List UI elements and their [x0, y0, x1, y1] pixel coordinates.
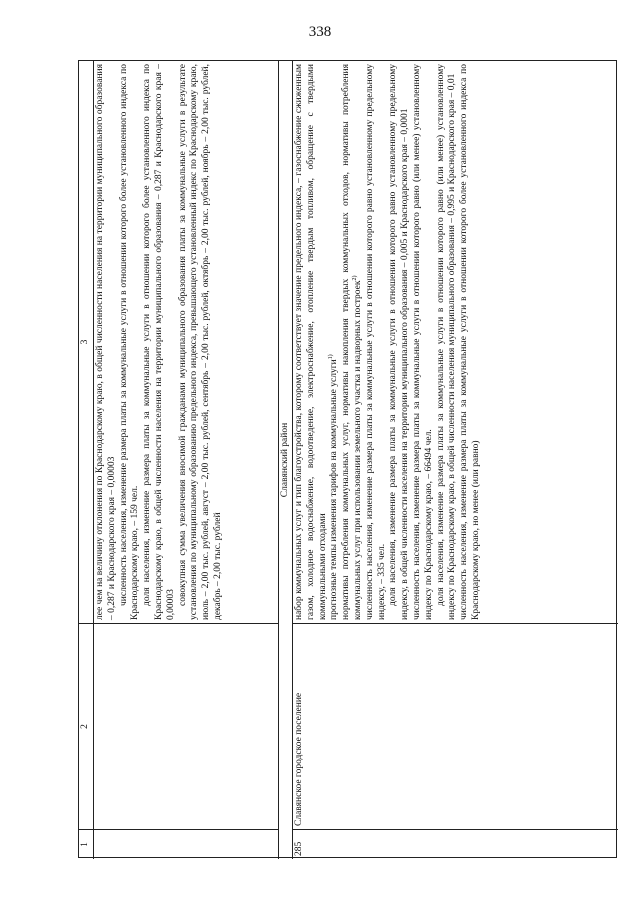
paragraph: численность населения, изменение размера платы за коммунальные услуги в отношении которого более установленного индекса по Краснодарскому краю, – 159 чел.	[118, 64, 141, 620]
paragraph: совокупная сумма увеличения вносимой гражданами муниципального образования платы за коммунальные услуги в результате установления по муниципальному образованию предельного индекса, превышающего установленный индекс по Краснодарскому краю, июль – 2,00 тыс. рублей, август – 2,00 тыс. рублей, сентябрь – 2,00 тыс. рублей, октябрь – 2,00 тыс. рублей, ноябрь – 2,00 тыс. рублей, декабрь – 2,00 тыс. рублей	[177, 64, 223, 620]
header-col-2: 2	[79, 623, 93, 829]
header-col-1: 1	[79, 829, 93, 859]
paragraph: доля населения, изменение размера платы за коммунальные услуги в отношении которого равно установленному предельному индексу, в общей численности населения на территории муниципального образования – 0,005 и Краснодарского края – 0,0001	[388, 64, 411, 620]
paragraph: лее чем на величину отклонения по Краснодарскому краю, в общей численности населения на территории муниципального образования – 0,287 и Краснодарского края – 0,00003	[95, 64, 117, 620]
paragraph: доля населения, изменение размера платы за коммунальные услуги в отношении которого более установленного индекса по Краснодарскому краю, в общей численности населения на территории муниципального образования – 0,287 и Краснодарского края – 0,00003	[142, 64, 176, 620]
paragraph: доля населения, изменение размера платы за коммунальные услуги в отношении которого равно (или менее) установленному индексу по Краснодарскому краю, в общей численности населения муниципального образования – 0,995 и Краснодарского края – 0,01	[435, 64, 458, 620]
header-col-3: 3	[80, 339, 90, 345]
cell-description	[293, 61, 618, 623]
table-row-285	[293, 61, 618, 859]
table-header-row	[79, 61, 94, 859]
table-rotated-content	[79, 61, 618, 859]
district-heading: Славянский район	[279, 61, 293, 859]
tariff-table	[78, 60, 617, 858]
paragraph: нормативы потребления коммунальных услуг, нормативы накопления твердых коммунальных отходов, нормативы потребления коммунальных услуг при использовании земельного участка и надворных построек$^{2)}$	[341, 64, 363, 620]
paragraph: численность населения, изменение размера платы за коммунальные услуги в отношении которого равно (или менее) установленному индексу по Краснодарскому краю, – 66494 чел.	[411, 64, 434, 620]
table-row-continuation	[94, 61, 279, 859]
paragraph: прогнозные темпы изменения тарифов на коммунальные услуги$^{1)}$	[328, 354, 340, 620]
cell-description	[94, 61, 278, 623]
cell-number: 285	[293, 829, 618, 859]
paragraph: набор коммунальных услуг и тип благоустройства, которому соответствует значение предельного индекса, – газоснабжение сжиженным газом, холодное водоснабжение, водоотведение, электроснабжение, отопление твердым топливом, обращение с твердыми коммунальными отходами	[294, 64, 328, 620]
cell-number	[94, 829, 278, 859]
paragraph: численность населения, изменение размера платы за коммунальные услуги в отношении которого равно установленному предельному индексу, – 335 чел.	[364, 64, 387, 620]
page-number: 338	[308, 24, 332, 40]
cell-name	[94, 623, 278, 829]
cell-name: Славянское городское поселение	[293, 623, 618, 829]
paragraph: численность населения, изменение размера платы за коммунальные услуги в отношении которого более установленного индекса по Краснодарскому краю, но менее (или равно)	[459, 64, 481, 620]
